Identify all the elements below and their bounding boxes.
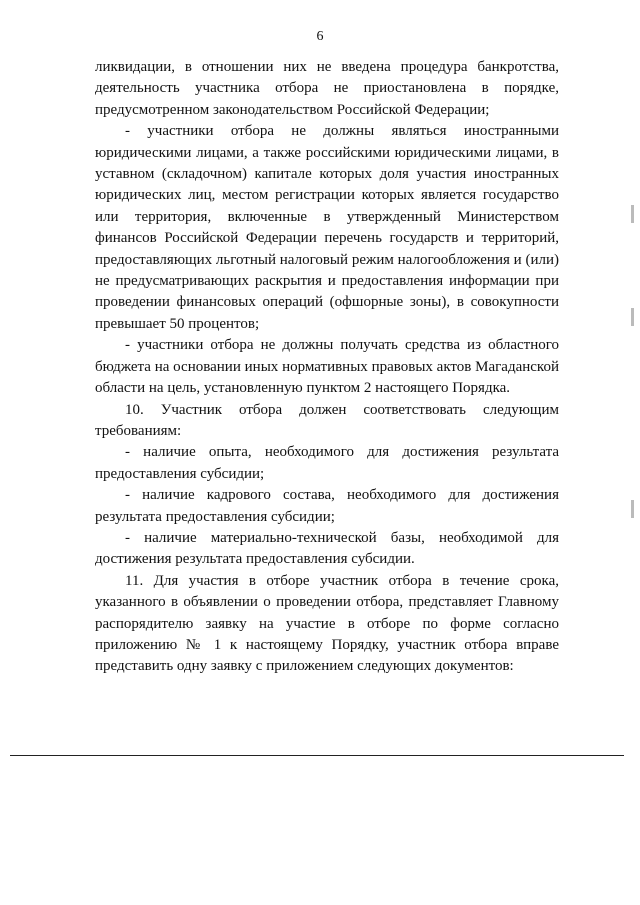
- scan-edge-mark: [631, 500, 634, 518]
- paragraph-liquidation: ликвидации, в отношении них не введена процедура банкротства, деятельность участника отбора не приостановлена в порядке, предусмотренном законодательством Российской Федерации;: [95, 59, 559, 118]
- page-number: 6: [316, 29, 324, 44]
- paragraph-item-11: 11. Для участия в отборе участник отбора в течение срока, указанного в объявлении о проведении отбора, представляет Главному распорядителю заявку на участие в отборе по форме согласно приложению № 1 к настоящему Порядку, участник отбора вправе представить одну заявку с приложением следующих документов:: [95, 572, 559, 675]
- paragraph-staff: - наличие кадрового состава, необходимого для достижения результата предоставления субсидии;: [95, 487, 559, 525]
- paragraph-regional-budget: - участники отбора не должны получать средства из областного бюджета на основании иных нормативных правовых актов Магаданской области на цель, установленную пунктом 2 настоящего Порядка.: [95, 337, 559, 397]
- scan-edge-mark: [631, 205, 634, 223]
- paragraph-item-10: 10. Участник отбора должен соответствовать следующим требованиям:: [95, 401, 559, 439]
- scan-edge-mark: [631, 308, 634, 326]
- paragraph-foreign-entities: - участники отбора не должны являться иностранными юридическими лицами, а также российскими юридическими лицами, в уставном (складочном) капитале которых доля участия иностранных юридических лиц, местом регистрации которых является государство или территория, включенные в утвержденный Министерством финансов Российской Федерации перечень государств и территорий, предоставляющих льготный налоговый режим налогообложения и (или) не предусматривающих раскрытия и предоставления информации при проведении финансовых операций (офшорные зоны), в совокупности превышает 50 процентов;: [95, 123, 559, 332]
- document-body: [95, 57, 559, 678]
- paragraph-material-base: - наличие материально-технической базы, необходимой для достижения результата предоставления субсидии.: [95, 529, 559, 568]
- page-bottom-rule: [10, 755, 624, 756]
- paragraph-experience: - наличие опыта, необходимого для достижения результата предоставления субсидии;: [95, 444, 559, 482]
